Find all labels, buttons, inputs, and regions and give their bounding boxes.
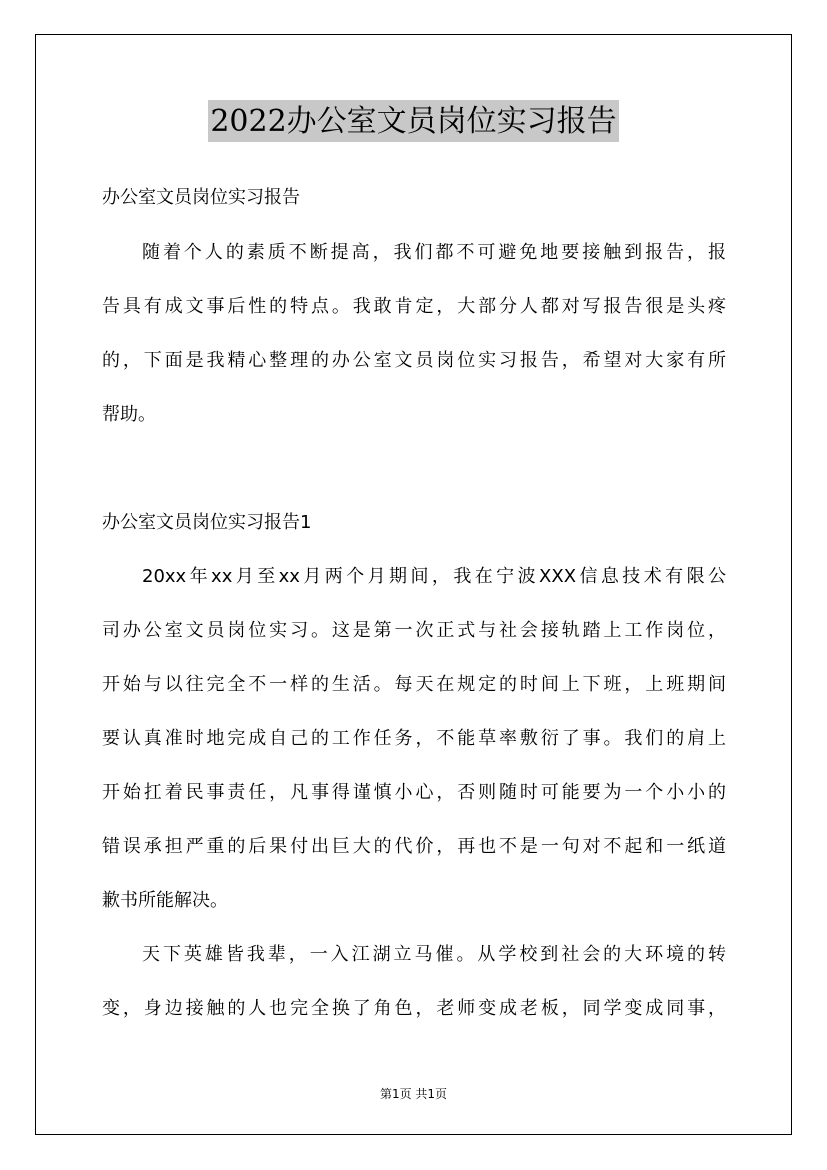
paragraph-line: 变，身边接触的人也完全换了角色，老师变成老板，同学变成同事， [102, 998, 726, 1019]
paragraph-line: 天下英雄皆我辈，一入江湖立马催。从学校到社会的大环境的转 [142, 944, 726, 965]
paragraph-line: 要认真准时地完成自己的工作任务，不能草率敷衍了事。我们的肩上 [102, 728, 726, 749]
page-footer: 第1页 共1页 [379, 1087, 448, 1101]
intro-line: 的，下面是我精心整理的办公室文员岗位实习报告，希望对大家有所 [102, 350, 726, 371]
paragraph-line: 开始与以往完全不一样的生活。每天在规定的时间上下班，上班期间 [102, 674, 726, 695]
intro-line: 告具有成文事后性的特点。我敢肯定，大部分人都对写报告很是头疼 [102, 296, 726, 317]
paragraph-line: 司办公室文员岗位实习。这是第一次正式与社会接轨踏上工作岗位， [102, 620, 726, 641]
paragraph-line: 开始扛着民事责任，凡事得谨慎小心，否则随时可能要为一个小小的 [102, 782, 726, 803]
section-heading: 办公室文员岗位实习报告1 [102, 512, 312, 533]
document-subtitle: 办公室文员岗位实习报告 [102, 187, 300, 208]
paragraph-line: 20xx年xx月至xx月两个月期间，我在宁波XXX信息技术有限公 [142, 566, 726, 587]
paragraph-line: 错误承担严重的后果付出巨大的代价，再也不是一句对不起和一纸道 [102, 836, 726, 857]
intro-line: 帮助。 [102, 404, 156, 425]
paragraph-line: 歉书所能解决。 [102, 890, 228, 911]
document-title: 2022办公室文员岗位实习报告 [208, 100, 618, 142]
intro-line: 随着个人的素质不断提高，我们都不可避免地要接触到报告，报 [142, 242, 726, 263]
